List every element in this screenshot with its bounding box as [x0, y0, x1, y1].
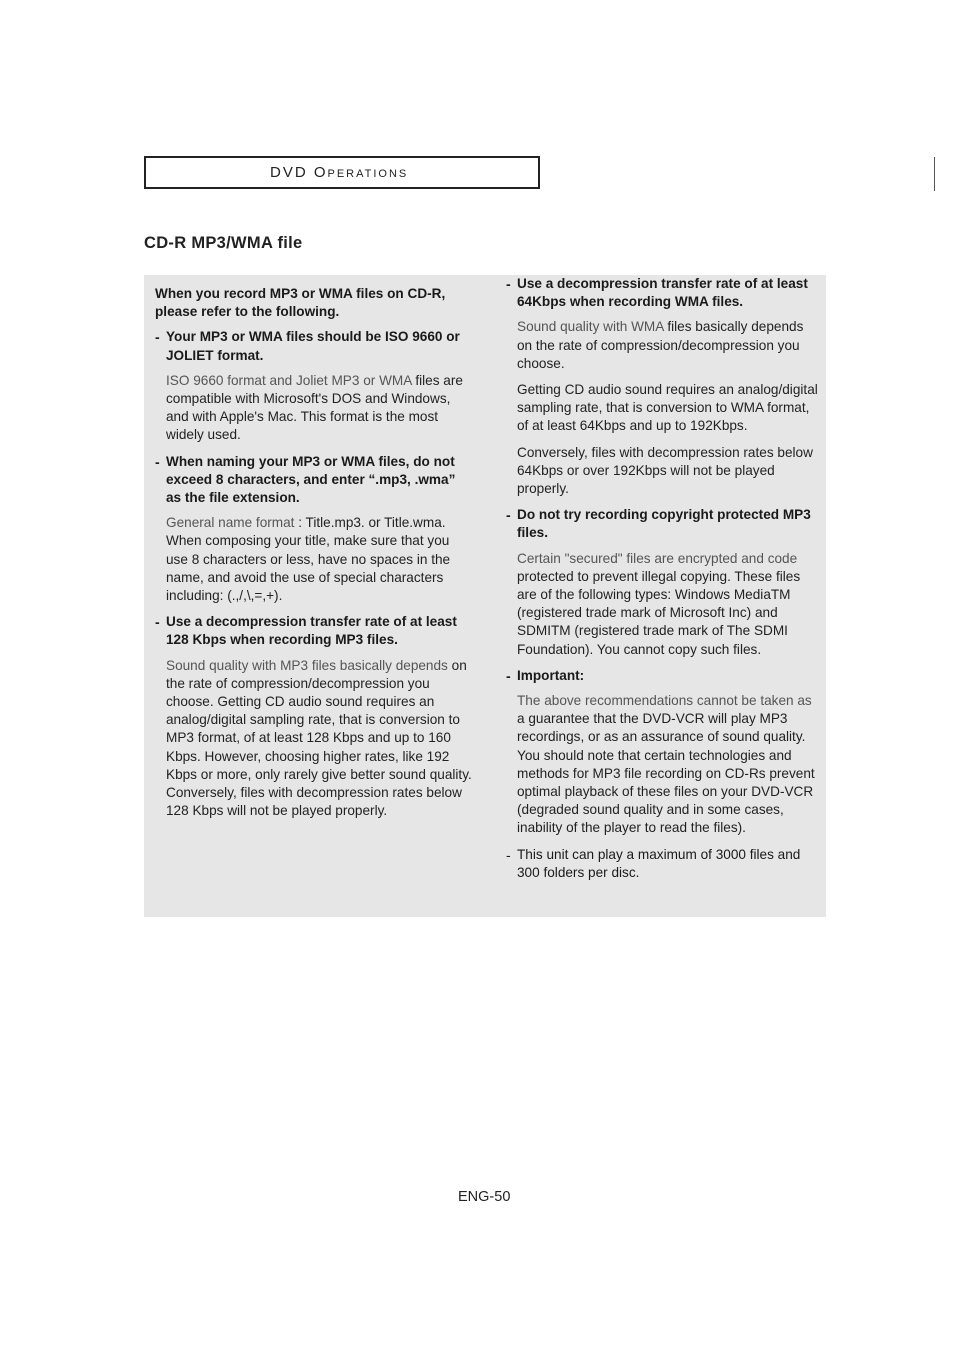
item-lead: The above recommendations cannot be taken as: [517, 693, 812, 709]
item-body: [517, 444, 822, 499]
list-item: [155, 613, 473, 649]
list-item: [506, 506, 822, 542]
item-body: [517, 692, 822, 838]
intro-text: When you record MP3 or WMA files on CD-R, please refer to the following.: [155, 286, 446, 320]
dash-bullet: -: [155, 614, 160, 631]
list-item: [506, 667, 822, 685]
item-text: : Title.mp3. or Title.wma. When composing your title, make sure that you use 8 characters or less, have no spaces in the name, and avoid the use of special characters including: (.,/,\,=,+).: [166, 515, 451, 604]
item-lead: Certain "secured" files are encrypted and code: [517, 550, 798, 566]
dash-bullet: -: [506, 507, 511, 524]
item-heading: Important:: [517, 667, 585, 683]
section-header-title: DVD Operations: [270, 164, 409, 181]
item-heading: Use a decompression transfer rate of at least 128 Kbps when recording MP3 files.: [166, 614, 457, 648]
item-text: protected to prevent illegal copying. These files are of the following types: Windows MediaTM (registered trade mark of Microsoft Inc) and SDMITM (registered trade mark of The SDMI Foundation). You cannot copy such files.: [517, 568, 801, 657]
item-body: [517, 381, 822, 436]
item-heading: Your MP3 or WMA files should be ISO 9660 or JOLIET format.: [166, 329, 460, 363]
item-lead: Sound quality with MP3 files basically depends: [166, 657, 448, 673]
list-item: [506, 846, 822, 882]
item-body: [166, 514, 473, 605]
left-column: [155, 285, 473, 828]
dash-bullet: -: [506, 276, 511, 292]
item-text: Conversely, files with decompression rates below 64Kbps or over 192Kbps will not be played properly.: [517, 444, 813, 497]
item-lead: General name format: [166, 515, 295, 531]
item-text: a guarantee that the DVD-VCR will play MP3 recordings, or as an assurance of sound quality. You should note that certain technologies and methods for MP3 file recording on CD-Rs prevent optimal playback of these files on your DVD-VCR (degraded sound quality and in some cases, inability of the player to read the files).: [517, 711, 815, 836]
page-title: CD-R MP3/WMA file: [144, 234, 303, 252]
dash-bullet: -: [155, 329, 160, 346]
item-body: [517, 318, 822, 373]
list-item: [506, 275, 822, 311]
page-number: ENG-50: [458, 1189, 511, 1205]
section-header-box: [144, 156, 540, 189]
item-heading: When naming your MP3 or WMA files, do not exceed 8 characters, and enter “.mp3, .wma” as the file extension.: [166, 453, 456, 506]
final-note: This unit can play a maximum of 3000 files and 300 folders per disc.: [517, 846, 801, 880]
list-item: [155, 328, 473, 364]
list-item: [155, 453, 473, 508]
item-body: [166, 657, 473, 821]
item-heading: Do not try recording copyright protected MP3 files.: [517, 507, 811, 541]
item-text: files are compatible with Microsoft's DOS and Windows, and with Apple's Mac. This format is the most widely used.: [166, 372, 463, 443]
dash-bullet: -: [155, 453, 160, 470]
margin-rule: [934, 157, 935, 191]
right-column: [506, 275, 822, 882]
item-lead: Sound quality with WMA: [517, 319, 664, 335]
item-lead: ISO 9660 format and Joliet MP3 or WMA: [166, 372, 412, 388]
dash-bullet: -: [506, 667, 511, 684]
dash-bullet: -: [506, 846, 511, 863]
item-body: [517, 550, 822, 659]
item-text: Getting CD audio sound requires an analog/digital sampling rate, that is conversion to WMA format, of at least 64Kbps and up to 192Kbps.: [517, 382, 818, 434]
content-panel: [144, 275, 826, 917]
item-heading: Use a decompression transfer rate of at least 64Kbps when recording WMA files.: [517, 276, 808, 310]
item-text: on the rate of compression/decompression you choose. Getting CD audio sound requires an analog/digital sampling rate, that is conversion to MP3 format, of at least 128 Kbps and up to 160 Kbps. However, choosing higher rates, like 192 Kbps or more, only rarely give better sound quality. Conversely, files with decompression rates below 128 Kbps will not be played properly.: [166, 657, 472, 819]
item-body: [166, 372, 473, 445]
item-text: files basically depends on the rate of compression/decompression you choose.: [517, 319, 804, 371]
